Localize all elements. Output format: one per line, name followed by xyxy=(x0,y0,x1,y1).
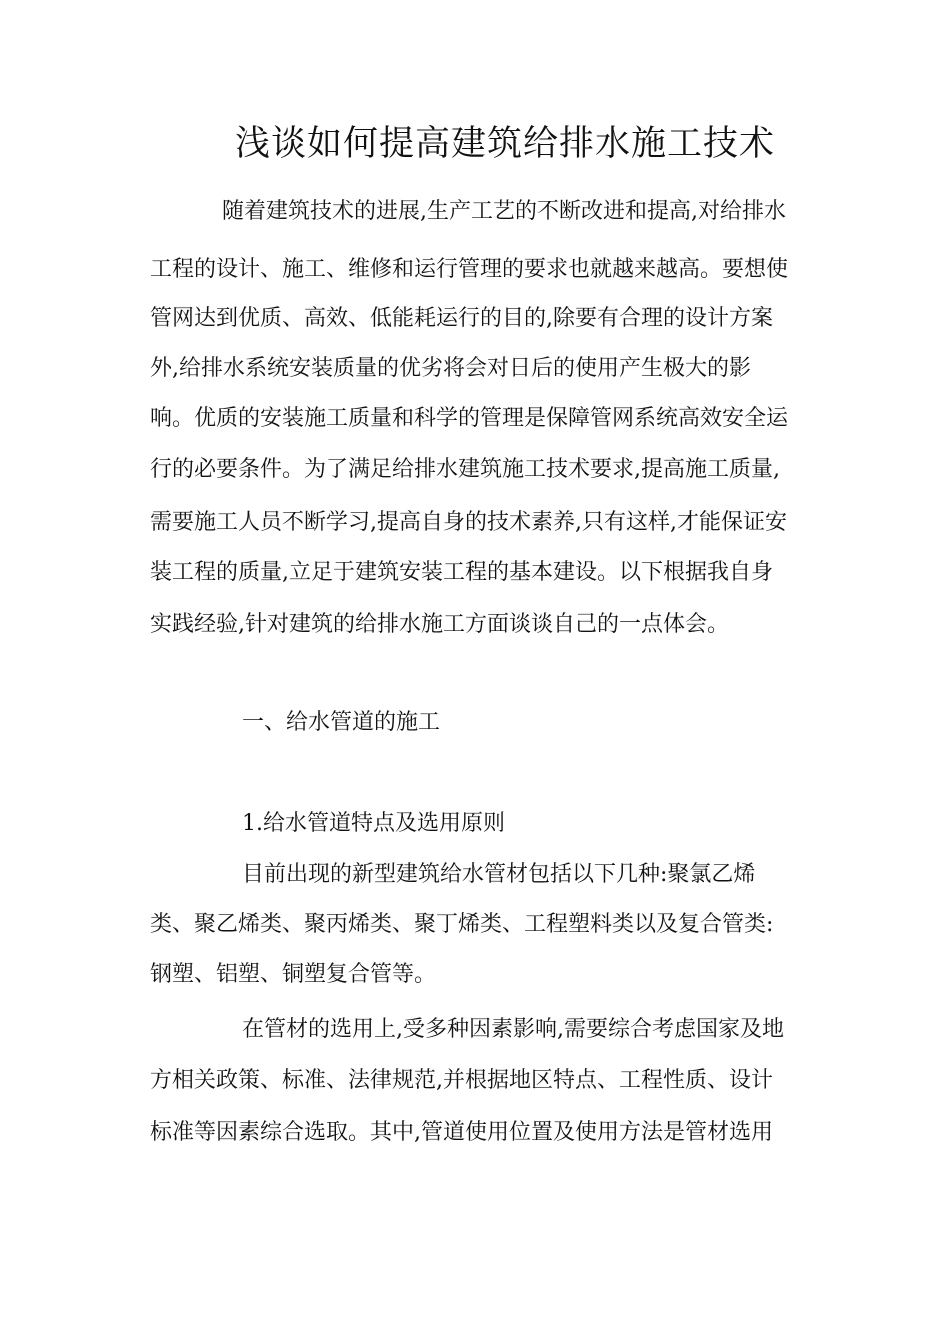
paragraph-line: 方相关政策、标准、法律规范,并根据地区特点、工程性质、设计 xyxy=(150,1068,773,1093)
paragraph-line: 随着建筑技术的进展,生产工艺的不断改进和提高,对给排水 xyxy=(222,199,786,224)
paragraph-line: 需要施工人员不断学习,提高自身的技术素养,只有这样,才能保证安 xyxy=(150,510,787,535)
paragraph-line: 行的必要条件。为了满足给排水建筑施工技术要求,提高施工质量, xyxy=(150,457,780,482)
paragraph-line: 装工程的质量,立足于建筑安装工程的基本建设。以下根据我自身 xyxy=(150,560,773,585)
section-heading: 一、给水管道的施工 xyxy=(242,710,441,735)
paragraph-line: 目前出现的新型建筑给水管材包括以下几种:聚氯乙烯 xyxy=(242,862,756,887)
paragraph-line: 外,给排水系统安装质量的优劣将会对日后的使用产生极大的影 xyxy=(150,356,751,381)
subsection-heading: 1.给水管道特点及选用原则 xyxy=(242,811,505,836)
paragraph-line: 工程的设计、施工、维修和运行管理的要求也就越来越高。要想使 xyxy=(150,257,789,282)
paragraph-line: 响。优质的安装施工质量和科学的管理是保障管网系统高效安全运 xyxy=(150,406,789,431)
paragraph-line: 管网达到优质、高效、低能耗运行的目的,除要有合理的设计方案 xyxy=(150,306,773,331)
paragraph-line: 钢塑、铝塑、铜塑复合管等。 xyxy=(150,962,437,987)
document-title: 浅谈如何提高建筑给排水施工技术 xyxy=(234,124,775,164)
paragraph-line: 类、聚乙烯类、聚丙烯类、聚丁烯类、工程塑料类以及复合管类: xyxy=(150,912,774,937)
paragraph-line: 在管材的选用上,受多种因素影响,需要综合考虑国家及地 xyxy=(242,1017,784,1042)
paragraph-line: 标准等因素综合选取。其中,管道使用位置及使用方法是管材选用 xyxy=(150,1120,773,1145)
paragraph-line: 实践经验,针对建筑的给排水施工方面谈谈自己的一点体会。 xyxy=(150,612,729,637)
